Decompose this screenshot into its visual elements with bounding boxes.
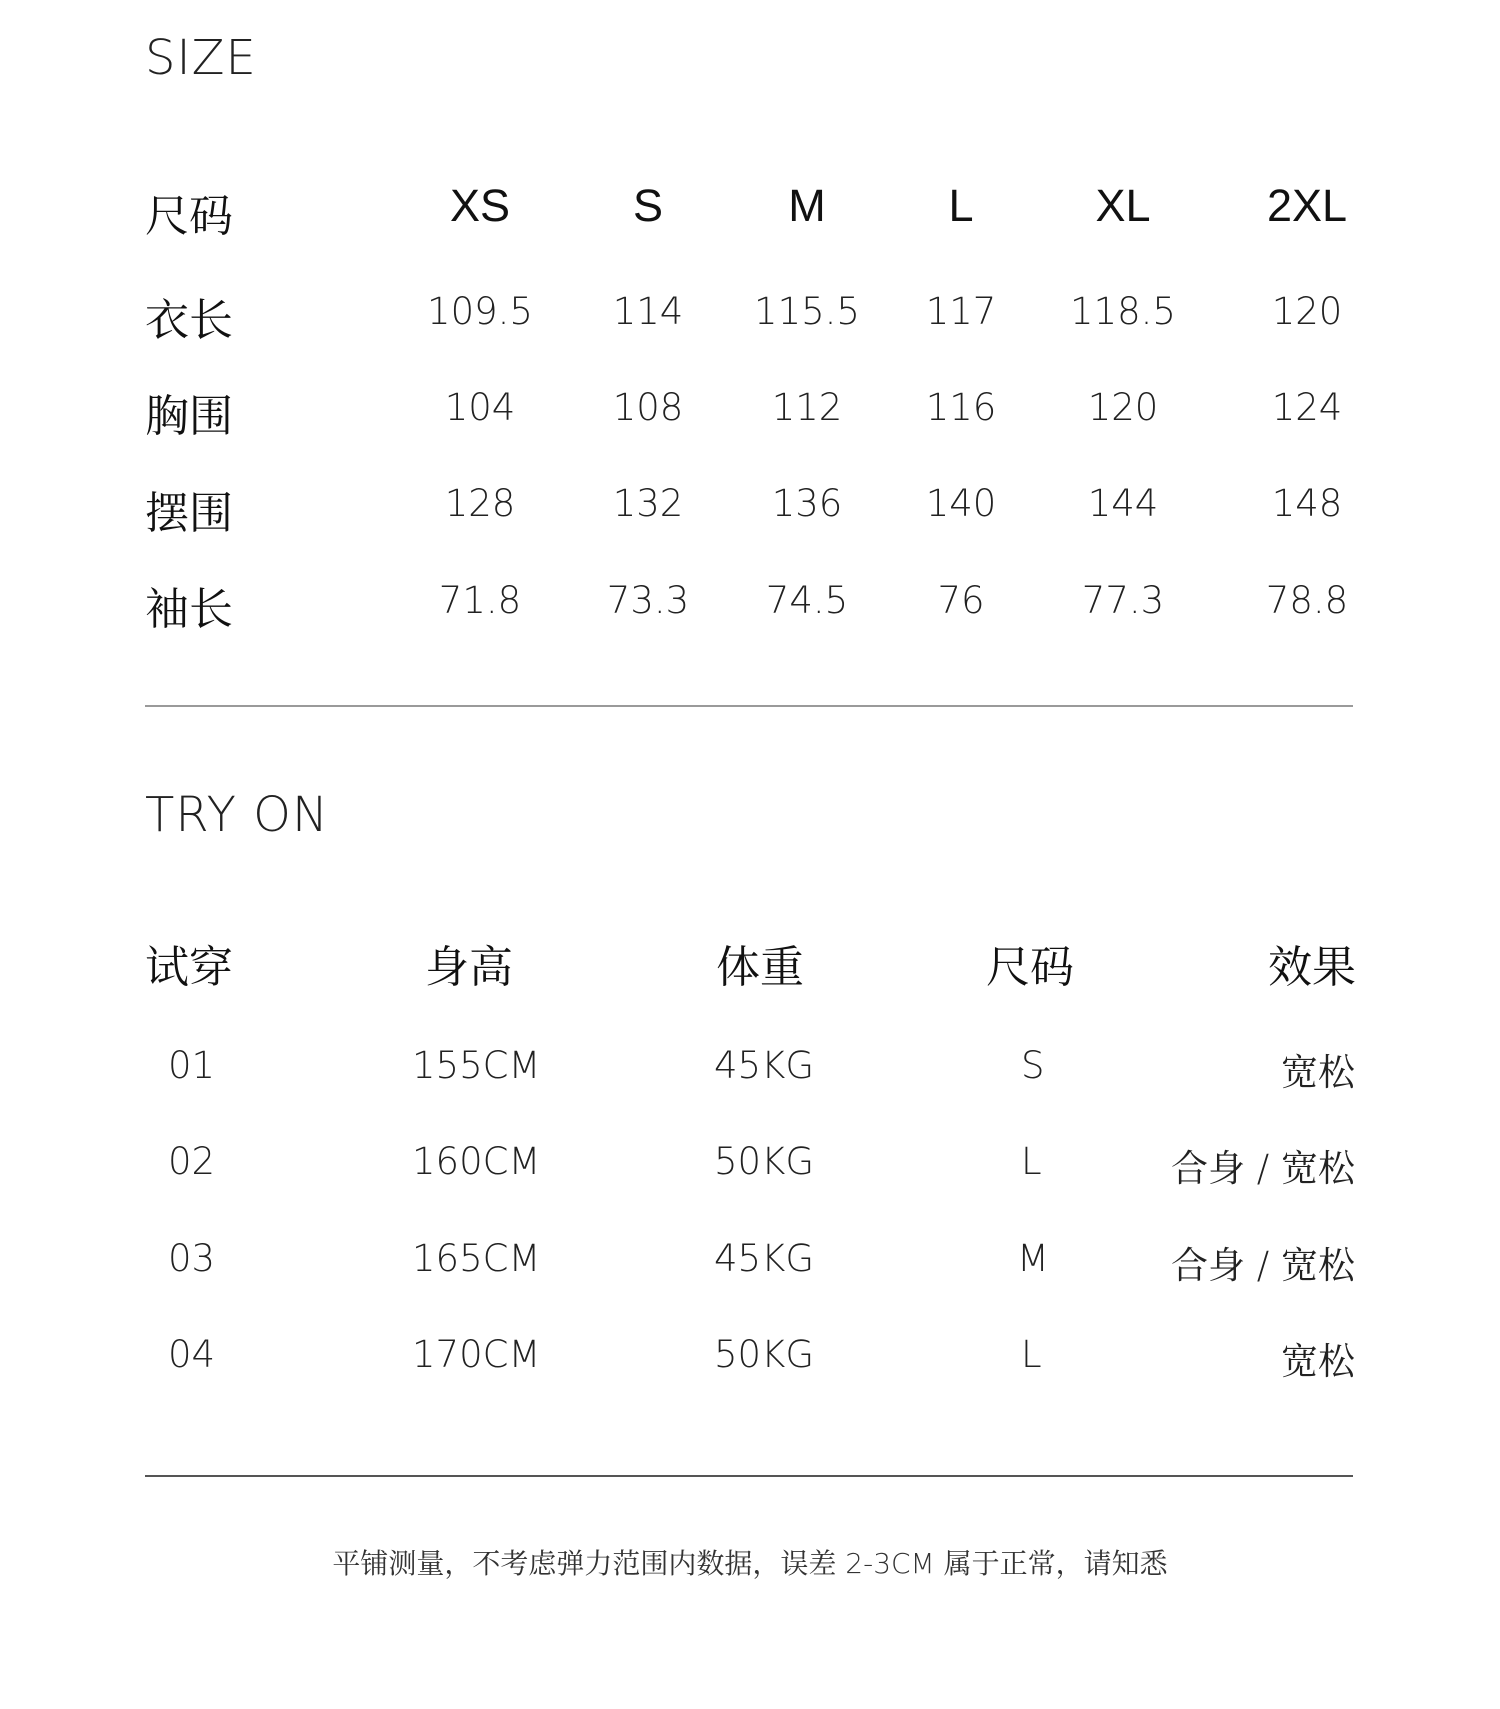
size-cell: 108 (612, 386, 684, 429)
tryon-effect: 宽松 (1281, 1340, 1355, 1383)
size-cell: 114 (612, 290, 684, 333)
size-cell: 109.5 (427, 290, 533, 333)
section-divider (145, 705, 1353, 707)
size-col-m: M (788, 180, 826, 231)
tryon-height: 170CM (412, 1333, 541, 1376)
tryon-height: 165CM (412, 1237, 541, 1280)
size-cell: 77.3 (1081, 579, 1165, 622)
tryon-size: L (1021, 1140, 1042, 1183)
size-cell: 117 (925, 290, 997, 333)
size-cell: 74.5 (765, 579, 849, 622)
size-cell: 78.8 (1265, 579, 1349, 622)
size-cell: 104 (444, 386, 516, 429)
size-col-xl: XL (1095, 180, 1151, 231)
size-row-label: 胸围 (145, 391, 233, 442)
size-cell: 128 (444, 482, 516, 525)
size-cell: 140 (925, 482, 997, 525)
size-cell: 115.5 (754, 290, 860, 333)
size-row-label: 摆围 (145, 488, 233, 539)
size-row-label: 袖长 (145, 584, 233, 635)
size-cell: 73.3 (606, 579, 690, 622)
size-cell: 132 (612, 482, 684, 525)
tryon-weight: 45KG (714, 1237, 815, 1280)
size-cell: 144 (1087, 482, 1159, 525)
size-cell: 118.5 (1070, 290, 1176, 333)
tryon-section-title: TRY ON (145, 787, 329, 843)
tryon-effect: 合身 / 宽松 (1171, 1244, 1355, 1287)
size-section-title: SIZE (145, 30, 257, 86)
size-col-xs: XS (449, 180, 511, 231)
tryon-weight: 50KG (714, 1333, 815, 1376)
size-header-label: 尺码 (145, 191, 233, 242)
tryon-header-height: 身高 (425, 942, 513, 993)
tryon-effect: 合身 / 宽松 (1171, 1147, 1355, 1190)
tryon-effect: 宽松 (1281, 1051, 1355, 1094)
tryon-id: 02 (168, 1140, 216, 1183)
tryon-weight: 45KG (714, 1044, 815, 1087)
size-col-2xl: 2XL (1266, 180, 1348, 231)
tryon-header-trial: 试穿 (145, 942, 233, 993)
tryon-header-weight: 体重 (716, 942, 804, 993)
size-cell: 112 (771, 386, 843, 429)
size-cell: 71.8 (438, 579, 522, 622)
tryon-id: 04 (168, 1333, 216, 1376)
tryon-weight: 50KG (714, 1140, 815, 1183)
size-col-l: L (948, 180, 974, 231)
tryon-id: 03 (168, 1237, 216, 1280)
tryon-size: S (1021, 1044, 1045, 1087)
size-cell: 148 (1271, 482, 1343, 525)
size-cell: 120 (1271, 290, 1343, 333)
size-row-label: 衣长 (145, 295, 233, 346)
tryon-header-size: 尺码 (986, 942, 1074, 993)
tryon-height: 155CM (412, 1044, 541, 1087)
measurement-footnote: 平铺测量，不考虑弹力范围内数据，误差 2-3CM 属于正常，请知悉 (332, 1547, 1168, 1580)
tryon-header-effect: 效果 (1268, 942, 1356, 993)
size-cell: 120 (1087, 386, 1159, 429)
size-cell: 76 (937, 579, 985, 622)
tryon-height: 160CM (412, 1140, 541, 1183)
size-cell: 116 (925, 386, 997, 429)
tryon-size: M (1017, 1237, 1049, 1280)
size-col-s: S (632, 180, 663, 231)
tryon-size: L (1021, 1333, 1042, 1376)
bottom-divider (145, 1475, 1353, 1477)
tryon-id: 01 (168, 1044, 216, 1087)
size-cell: 124 (1271, 386, 1343, 429)
size-cell: 136 (771, 482, 843, 525)
